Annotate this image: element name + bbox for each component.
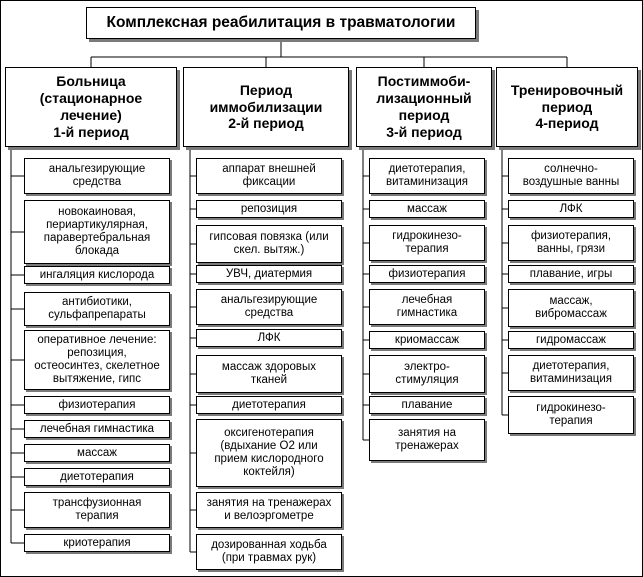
therapy-item: УВЧ, диатермия bbox=[196, 265, 342, 283]
therapy-item: гидрокинезо- терапия bbox=[508, 396, 634, 434]
therapy-item: гипсовая повязка (или скел. вытяж.) bbox=[196, 225, 342, 263]
therapy-item: диетотерапия bbox=[24, 468, 170, 486]
period-header-3: Постиммоби- лизационный период 3-й период bbox=[356, 67, 492, 147]
therapy-item: анальгезирующие средства bbox=[24, 158, 170, 194]
therapy-item: плавание bbox=[369, 396, 485, 414]
therapy-item: антибиотики, сульфапрепараты bbox=[24, 292, 170, 326]
therapy-item: ингаляция кислорода bbox=[24, 266, 170, 284]
therapy-item: массаж bbox=[369, 200, 485, 218]
therapy-item: гидрокинезо- терапия bbox=[369, 225, 485, 261]
therapy-item: диетотерапия, витаминизация bbox=[369, 158, 485, 194]
therapy-item: электро- стимуляция bbox=[369, 355, 485, 393]
therapy-item: лечебная гимнастика bbox=[369, 289, 485, 325]
therapy-item: криотерапия bbox=[24, 534, 170, 552]
period-header-2: Период иммобилизации 2-й период bbox=[183, 67, 349, 147]
therapy-item: физиотерапия bbox=[24, 396, 170, 414]
therapy-item: лечебная гимнастика bbox=[24, 420, 170, 438]
therapy-item: аппарат внешней фиксации bbox=[196, 158, 342, 194]
therapy-item: плавание, игры bbox=[508, 265, 634, 283]
therapy-item: диетотерапия, витаминизация bbox=[508, 355, 634, 391]
therapy-item: оперативное лечение: репозиция, остеосинтез, скелетное вытяжение, гипс bbox=[24, 330, 170, 390]
therapy-item: массаж, вибромассаж bbox=[508, 289, 634, 327]
therapy-item: ЛФК bbox=[196, 329, 342, 347]
diagram-title: Комплексная реабилитация в травматологии bbox=[86, 7, 476, 39]
therapy-item: оксигенотерапия (вдыхание О2 или прием кислородного коктейля) bbox=[196, 419, 342, 487]
therapy-item: ЛФК bbox=[508, 200, 634, 218]
therapy-item: массаж bbox=[24, 444, 170, 462]
therapy-item: физиотерапия bbox=[369, 265, 485, 283]
therapy-item: анальгезирующие средства bbox=[196, 289, 342, 325]
therapy-item: массаж здоровых тканей bbox=[196, 355, 342, 393]
therapy-item: новокаиновая, периартикулярная, паравертебральная блокада bbox=[24, 200, 170, 264]
therapy-item: солнечно- воздушные ванны bbox=[508, 158, 634, 194]
therapy-item: гидромассаж bbox=[508, 331, 634, 349]
therapy-item: диетотерапия bbox=[196, 396, 342, 414]
therapy-item: криомассаж bbox=[369, 331, 485, 349]
therapy-item: дозированная ходьба (при травмах рук) bbox=[196, 534, 342, 570]
therapy-item: физиотерапия, ванны, грязи bbox=[508, 225, 634, 261]
therapy-item: занятия на тренажерах и велоэргометре bbox=[196, 492, 342, 528]
period-header-1: Больница (стационарное лечение) 1-й период bbox=[5, 67, 177, 147]
therapy-item: трансфузионная терапия bbox=[24, 492, 170, 528]
therapy-item: репозиция bbox=[196, 200, 342, 218]
therapy-item: занятия на тренажерах bbox=[369, 419, 485, 461]
period-header-4: Тренировочный период 4-период bbox=[496, 67, 638, 147]
